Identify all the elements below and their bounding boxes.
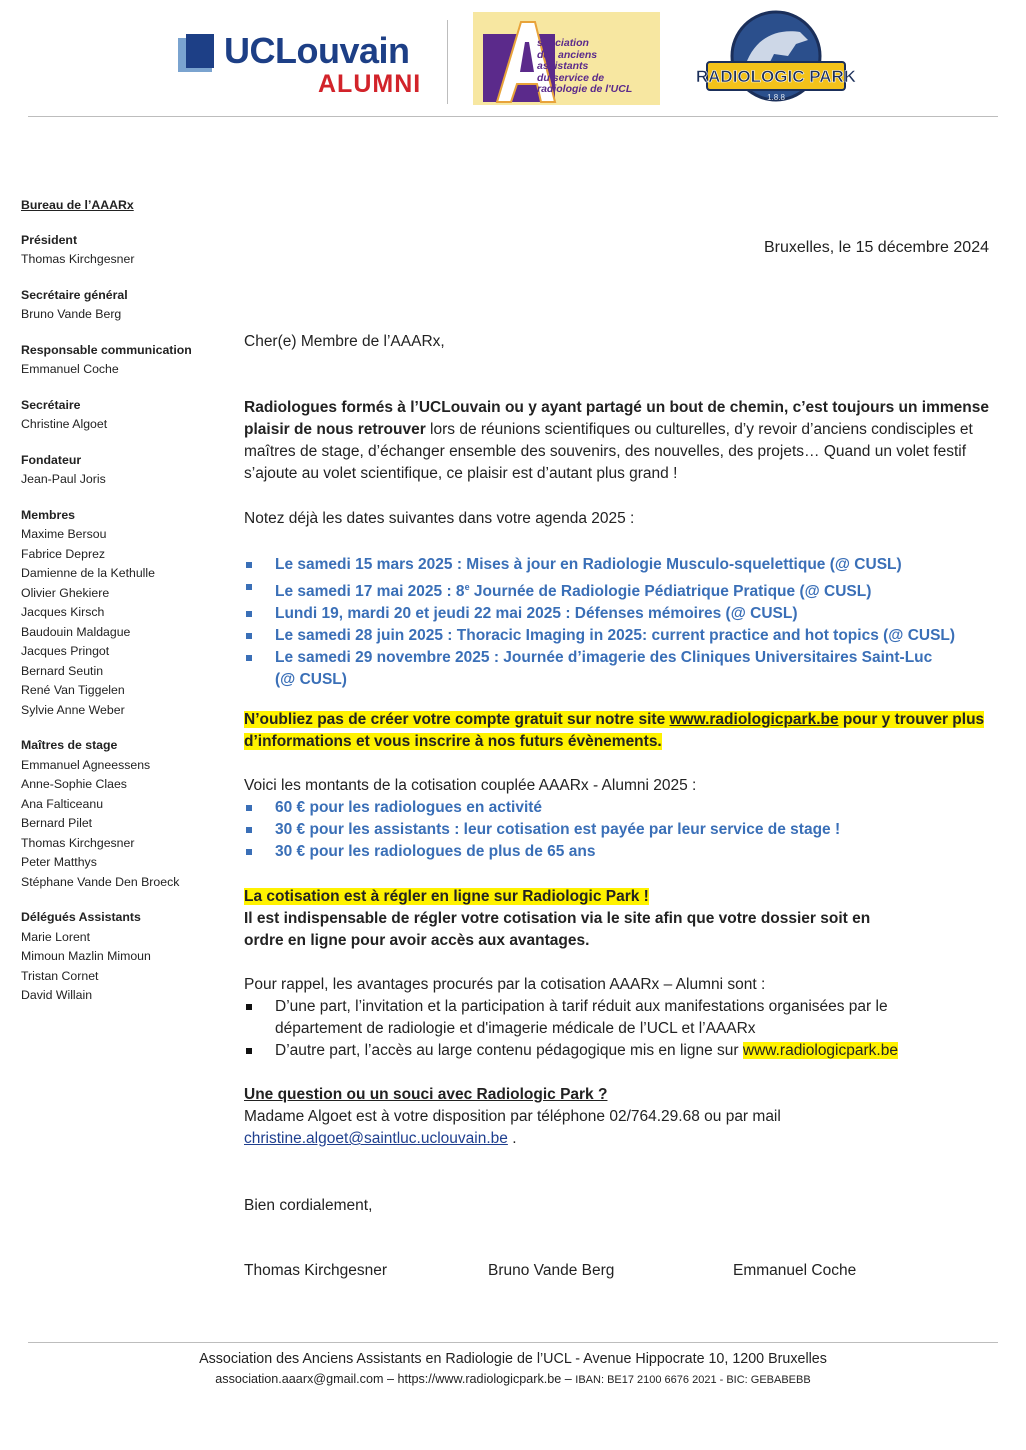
sidebar-group-communication <box>21 341 221 380</box>
signatory: Emmanuel Coche <box>733 1262 857 1279</box>
sidebar-name: Bernard Pilet <box>21 816 93 830</box>
sidebar-name: Christine Algoet <box>21 417 108 431</box>
sidebar-group-secretary <box>21 396 221 435</box>
sidebar-name: Thomas Kirchgesner <box>21 835 135 850</box>
closing: Bien cordialement, <box>244 1197 373 1214</box>
intro-paragraph <box>244 397 994 485</box>
sidebar-name: Marie Lorent <box>21 929 91 944</box>
account-link[interactable]: www.radiologicpark.be <box>669 711 839 728</box>
footer-contact-links: association.aaarx@gmail.com – https://www.radiologicpark.be – <box>215 1372 576 1386</box>
payment-highlight: La cotisation est à régler en ligne sur Radiologic Park ! <box>244 888 649 905</box>
aaarx-line: des anciens <box>537 48 598 61</box>
event-item: Lundi 19, mardi 20 et jeudi 22 mai 2025 : Défenses mémoires (@ CUSL) <box>244 603 994 625</box>
sidebar-role: Délégués Assistants <box>21 910 141 924</box>
rp-logo-text: RADIOLOGIC PARK <box>695 67 857 86</box>
event-text: Le samedi 17 mai 2025 : 8 <box>275 583 465 601</box>
sidebar-name: Emmanuel Agneessens <box>21 757 151 772</box>
logo-divider <box>447 20 448 104</box>
fee-item: 30 € pour les assistants : leur cotisation est payée par leur service de stage ! <box>244 819 994 841</box>
aaarx-line: du service de <box>537 71 605 84</box>
aaarx-line: ssociation <box>537 37 589 49</box>
account-paragraph <box>244 709 994 753</box>
intro-rest: lors de réunions scientifiques ou culturelles, d’y revoir d’anciens condisciples et maîtres de stage, d’échanger ensemble des souvenirs, des nouvelles, des projets… Quand un volet festif s’ajoute au volet scientifique, ce plaisir est d’autant plus grand ! <box>244 421 973 482</box>
account-text-a: N’oubliez pas de créer votre compte gratuit sur notre site <box>244 711 670 728</box>
event-text-rest: Journée de Radiologie Pédiatrique Pratique (@ CUSL) <box>469 583 872 601</box>
signatory: Thomas Kirchgesner <box>244 1262 388 1279</box>
rp-logo-sub: 1.8.8 <box>767 93 785 102</box>
events-list-wrap <box>244 554 994 691</box>
payment-rest: Il est indispensable de régler votre cotisation via le site afin que votre dossier soit en ordre en ligne pour avoir accès aux avantages. <box>244 910 871 949</box>
fees-intro: Voici les montants de la cotisation couplée AAARx - Alumni 2025 : <box>244 777 697 794</box>
sidebar-role: Membres <box>21 507 75 522</box>
account-text-b: pour y trouver plus d’informations et vous inscrire à nos futurs évènements. <box>244 711 985 750</box>
aaarx-line: assistants <box>537 60 589 72</box>
sidebar-name: René Van Tiggelen <box>21 683 125 697</box>
uc-square-front <box>186 34 214 68</box>
sidebar-name: Maxime Bersou <box>21 527 107 541</box>
sidebar-name: Peter Matthys <box>21 855 97 869</box>
question-block <box>244 1084 994 1150</box>
letter-date: Bruxelles, le 15 décembre 2024 <box>763 239 989 256</box>
fees-list-wrap <box>244 797 994 863</box>
sidebar-group-secretary-general <box>21 286 221 325</box>
sidebar-role: Maîtres de stage <box>21 738 118 752</box>
sidebar-name: Bruno Vande Berg <box>21 307 122 321</box>
sidebar-name: David Willain <box>21 988 93 1002</box>
sidebar-name: Ana Falticeanu <box>21 796 104 811</box>
payment-paragraph <box>244 886 994 952</box>
advantage-text: D’autre part, l’accès au large contenu pédagogique mis en ligne sur <box>275 1042 743 1059</box>
aaarx-text <box>537 38 632 96</box>
fee-item: 30 € pour les radiologues de plus de 65 ans <box>244 841 994 863</box>
uc-name: UCLouvain <box>224 30 410 71</box>
sidebar-name: Baudouin Maldague <box>21 624 131 639</box>
uclouvain-alumni-logo <box>178 30 440 98</box>
sidebar-name: Jean-Paul Joris <box>21 472 106 486</box>
radiologic-park-emblem-icon <box>695 10 857 106</box>
radiologic-park-logo <box>695 10 857 106</box>
advantages-intro: Pour rappel, les avantages procurés par la cotisation AAARx – Alumni sont : <box>244 976 766 993</box>
salutation: Cher(e) Membre de l’AAARx, <box>244 333 445 350</box>
sidebar-role: Président <box>21 232 78 247</box>
signatory: Bruno Vande Berg <box>488 1262 615 1279</box>
sidebar-name: Thomas Kirchgesner <box>21 252 135 266</box>
dates-intro: Notez déjà les dates suivantes dans votre agenda 2025 : <box>244 510 635 527</box>
sidebar-name: Mimoun Mazlin Mimoun <box>21 949 151 963</box>
event-sup: e <box>464 582 470 592</box>
event-item: Le samedi 15 mars 2025 : Mises à jour en Radiologie Musculo-squelettique (@ CUSL) <box>244 554 994 576</box>
event-item <box>244 576 994 603</box>
sidebar-group-delegates <box>21 908 221 1006</box>
sidebar-role: Secrétaire général <box>21 287 128 302</box>
fee-item: 60 € pour les radiologues en activité <box>244 797 994 819</box>
advantage-item <box>244 1040 994 1062</box>
board-sidebar <box>21 196 221 1022</box>
advantage-item: D’une part, l’invitation et la participation à tarif réduit aux manifestations organisées par le département de radiologie et d'imagerie médicale de l’UCL et l’AAARx <box>244 996 994 1040</box>
sidebar-name: Damienne de la Kethulle <box>21 566 155 580</box>
footer-contact <box>0 1372 1026 1386</box>
sidebar-name: Bernard Seutin <box>21 663 104 678</box>
sidebar-name: Stéphane Vande Den Broeck <box>21 874 180 889</box>
intro-bold: Radiologues formés à l’UCLouvain ou y ayant partagé un bout de chemin, c’est toujours un immense plaisir de nous retrouver <box>244 399 989 438</box>
question-title: Une question ou un souci avec Radiologic Park ? <box>244 1086 608 1103</box>
sidebar-group-masters <box>21 736 221 892</box>
sidebar-name: Sylvie Anne Weber <box>21 702 125 717</box>
sidebar-group-president <box>21 231 221 270</box>
sidebar-role: Responsable communication <box>21 342 192 357</box>
sidebar-role: Fondateur <box>21 452 82 467</box>
sidebar-name: Olivier Ghekiere <box>21 585 110 600</box>
sidebar-role: Secrétaire <box>21 397 81 412</box>
question-email-link[interactable]: christine.algoet@saintluc.uclouvain.be <box>244 1130 508 1147</box>
sidebar-name: Emmanuel Coche <box>21 362 119 376</box>
sidebar-name: Jacques Kirsch <box>21 605 105 619</box>
advantage-link[interactable]: www.radiologicpark.be <box>742 1042 898 1059</box>
event-item: Le samedi 28 juin 2025 : Thoracic Imaging in 2025: current practice and hot topics (@ CUSL) <box>244 625 994 647</box>
uc-alumni: ALUMNI <box>318 70 422 98</box>
advantages-list-wrap <box>244 996 994 1062</box>
footer-bank: IBAN: BE17 2100 6676 2021 - BIC: GEBABEBB <box>575 1374 811 1386</box>
aaarx-logo <box>473 12 660 105</box>
footer-address: Association des Anciens Assistants en Radiologie de l’UCL - Avenue Hippocrate 10, 1200 Bruxelles <box>199 1351 827 1367</box>
sidebar-name: Jacques Pringot <box>21 644 110 658</box>
sidebar-group-founder <box>21 451 221 490</box>
sidebar-name: Tristan Cornet <box>21 968 99 983</box>
sidebar-name: Fabrice Deprez <box>21 546 106 561</box>
events-list <box>244 554 994 691</box>
sidebar-title: Bureau de l’AAARx <box>21 198 134 212</box>
fees-list <box>244 797 994 863</box>
sidebar-group-members <box>21 506 221 721</box>
advantages-list <box>244 996 994 1062</box>
sidebar-name: Anne-Sophie Claes <box>21 777 127 791</box>
aaarx-line: radiologie de l'UCL <box>537 83 633 95</box>
footer-rule <box>28 1342 998 1343</box>
header-rule <box>28 116 998 117</box>
question-end: . <box>507 1130 517 1147</box>
question-text: Madame Algoet est à votre disposition par téléphone 02/764.29.68 ou par mail <box>244 1108 781 1125</box>
event-item: Le samedi 29 novembre 2025 : Journée d’imagerie des Cliniques Universitaires Saint-Luc (@ CUSL) <box>244 647 994 691</box>
